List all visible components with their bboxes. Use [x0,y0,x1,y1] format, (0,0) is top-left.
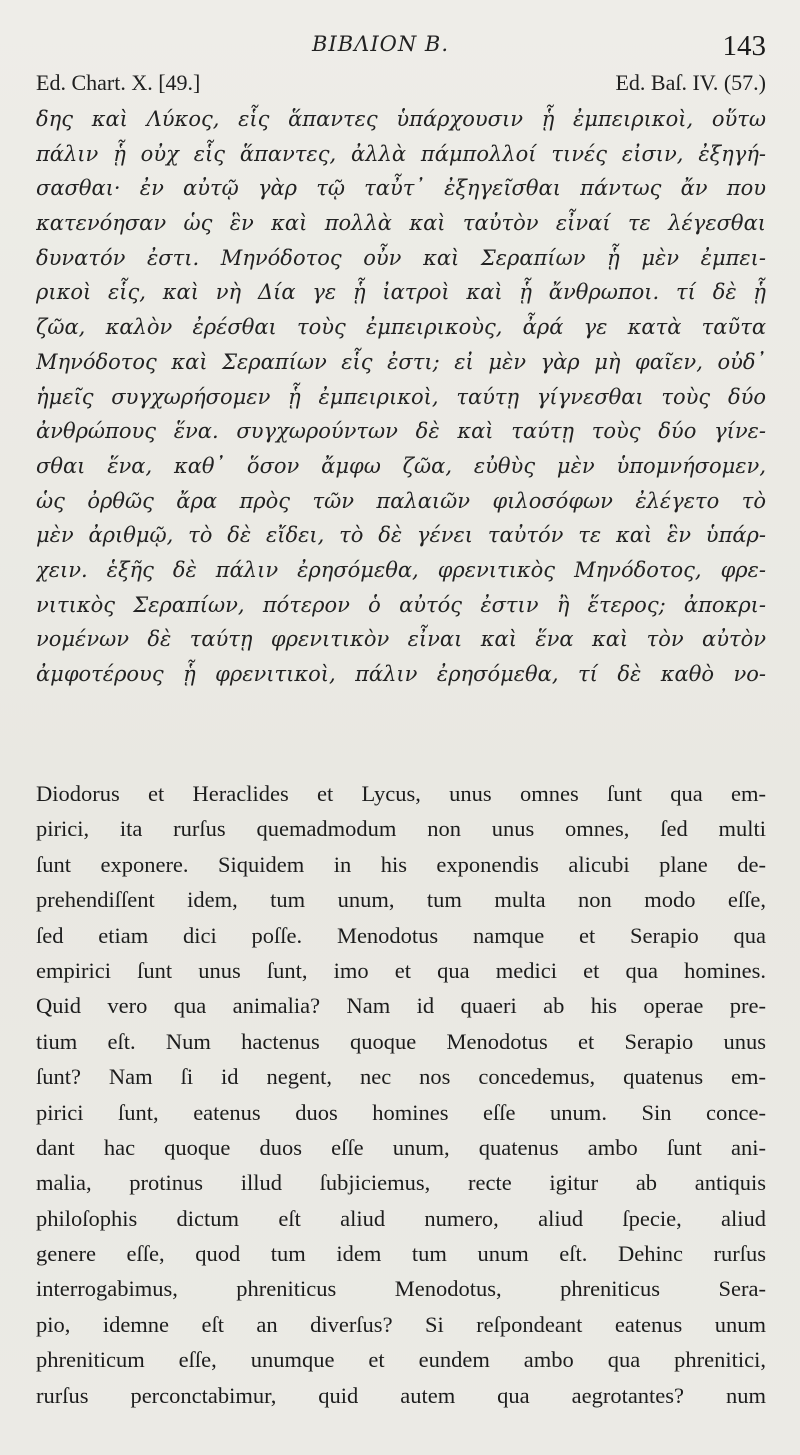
edition-reference-right: Ed. Baſ. IV. (57.) [615,70,766,95]
greek-line: νομένων δὲ ταύτῃ φρενιτικὸν εἶναι καὶ ἕνα καὶ τὸν αὐτὸν [36,627,766,652]
latin-line: genere eſſe, quod tum idem tum unum eſt. Dehinc rurſus [36,1241,766,1267]
greek-line: κατενόησαν ὡς ἓν καὶ πολλὰ καὶ ταὐτὸν εἶναί τε λέγεσθαι [36,211,766,236]
greek-line: ὡς ὀρθῶς ἄρα πρὸς τῶν παλαιῶν φιλοσόφων ἐλέγετο τὸ [36,488,766,513]
greek-line: μὲν ἀριθμῷ, τὸ δὲ εἴδει, τὸ δὲ γένει ταὐτόν τε καὶ ἓν ὑπάρ- [36,523,766,548]
book-title: ΒΙΒΛΙΟΝ Β. [312,32,449,56]
latin-line: tium eſt. Num hactenus quoque Menodotus et Serapio unus [36,1028,766,1054]
latin-line: ſed etiam dici poſſe. Menodotus namque et Serapio qua [36,922,766,948]
greek-line: δυνατόν ἐστι. Μηνόδοτος οὖν καὶ Σεραπίων ᾗ μὲν ἐμπει- [36,245,766,270]
latin-line: Quid vero qua animalia? Nam id quaeri ab his operae pre- [36,993,766,1019]
greek-line: δης καὶ Λύκος, εἷς ἅπαντες ὑπάρχουσιν ᾗ ἐμπειρικοὶ, οὕτω [36,107,766,131]
greek-line: χειν. ἑξῆς δὲ πάλιν ἐρησόμεθα, φρενιτικὸς Μηνόδοτος, φρε- [36,557,766,582]
latin-line: prehendiſſent idem, tum unum, tum multa non modo eſſe, [36,887,766,913]
greek-line: ρικοὶ εἷς, καὶ νὴ Δία γε ᾗ ἰατροὶ καὶ ᾗ ἄνθρωποι. τί δὲ ᾗ [36,280,766,305]
latin-line: interrogabimus, phreniticus Menodotus, phreniticus Sera- [36,1276,766,1302]
latin-line: pirici ſunt, eatenus duos homines eſſe unum. Sin conce- [36,1099,766,1125]
latin-line: malia, protinus illud ſubjiciemus, recte igitur ab antiquis [36,1170,766,1196]
latin-line: empirici ſunt unus ſunt, imo et qua medici et qua homines. [36,957,766,983]
latin-line: Diodorus et Heraclides et Lycus, unus omnes ſunt qua em- [36,781,766,806]
latin-line: phreniticum eſſe, unumque et eundem ambo qua phrenitici, [36,1347,766,1373]
greek-text-block [36,102,766,692]
greek-line: ἀμφοτέρους ᾗ φρενιτικοὶ, πάλιν ἐρησόμεθα, τί δὲ καθὸ νο- [36,662,766,686]
latin-text-block [36,776,766,1413]
greek-line: ζῶα, καλὸν ἐρέσθαι τοὺς ἐμπειρικοὺς, ἆρά γε κατὰ ταῦτα [36,315,766,340]
latin-line: rurſus perconctabimur, quid autem qua aegrotantes? num [36,1382,766,1408]
edition-reference-left: Ed. Chart. X. [49.] [36,70,201,95]
greek-line: σθαι ἕνα, καθ᾽ ὅσον ἄμφω ζῶα, εὐθὺς μὲν ὑπομνήσομεν, [36,453,766,478]
greek-line: σασθαι· ἐν αὐτῷ γὰρ τῷ ταὖτ᾽ ἐξηγεῖσθαι πάντως ἄν που [36,176,766,201]
greek-line: νιτικὸς Σεραπίων, πότερον ὁ αὐτός ἐστιν ἢ ἕτερος; ἀποκρι- [36,592,766,617]
greek-line: Μηνόδοτος καὶ Σεραπίων εἷς ἐστι; εἰ μὲν γὰρ μὴ φαῖεν, οὐδ᾽ [36,349,766,374]
greek-line: ἀνθρώπους ἕνα. συγχωρούντων δὲ καὶ ταύτῃ τοὺς δύο γίνε- [36,419,766,444]
running-head [0,28,800,62]
greek-line: ἡμεῖς συγχωρήσομεν ᾗ ἐμπειρικοὶ, ταύτῃ γίγνεσθαι τοὺς δύο [36,384,766,409]
latin-line: dant hac quoque duos eſſe unum, quatenus ambo ſunt ani- [36,1134,766,1160]
latin-line: ſunt? Nam ſi id negent, nec nos concedemus, quatenus em- [36,1064,766,1090]
latin-line: ſunt exponere. Siquidem in his exponendis alicubi plane de- [36,851,766,877]
page-number: 143 [722,30,766,62]
greek-line: πάλιν ᾗ οὐχ εἷς ἅπαντες, ἀλλὰ πάμπολλοί τινές εἰσιν, ἐξηγή- [36,141,766,166]
latin-line: pio, idemne eſt an diverſus? Si reſpondeant eatenus unum [36,1311,766,1337]
latin-line: pirici, ita rurſus quemadmodum non unus omnes, ſed multi [36,816,766,842]
edition-references [36,70,766,100]
latin-line: philoſophis dictum eſt aliud numero, aliud ſpecie, aliud [36,1205,766,1231]
